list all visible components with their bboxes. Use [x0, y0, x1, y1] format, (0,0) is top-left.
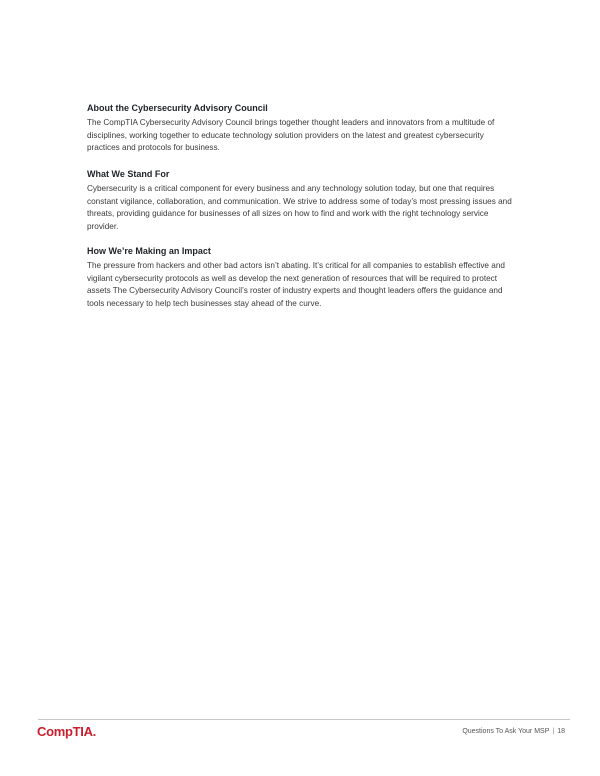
section-about-council — [87, 103, 517, 155]
section-body: The CompTIA Cybersecurity Advisory Council brings together thought leaders and innovators from a multitude of disciplines, working together to educate technology solution providers on the latest and greatest cybersecurity practices and protocols for business. — [87, 118, 495, 153]
section-body: The pressure from hackers and other bad actors isn’t abating. It’s critical for all companies to establish effective and vigilant cybersecurity protocols as well as develop the next generation of resources that will be required to protect assets The Cybersecurity Advisory Council’s roster of industry experts and thought leaders offers the guidance and tools necessary to help tech businesses stay ahead of the curve. — [87, 261, 505, 308]
section-what-we-stand-for — [87, 169, 517, 233]
page-number: 18 — [557, 728, 565, 735]
footer-separator: | — [552, 728, 555, 735]
comptia-logo: CompTIA. — [37, 724, 96, 739]
footer-caption — [462, 727, 565, 737]
section-body: Cybersecurity is a critical component for every business and any technology solution today, but one that requires constant vigilance, collaboration, and communication. We strive to address some of today’s most pressing issues and threats, providing guidance for businesses of all sizes on how to find and work with the right technology service provider. — [87, 184, 512, 231]
section-heading: About the Cybersecurity Advisory Council — [87, 103, 268, 113]
section-making-impact — [87, 246, 517, 310]
footer-divider — [38, 719, 570, 720]
section-heading: How We’re Making an Impact — [87, 246, 211, 256]
footer-doc-title: Questions To Ask Your MSP — [462, 728, 550, 735]
section-heading: What We Stand For — [87, 169, 170, 179]
